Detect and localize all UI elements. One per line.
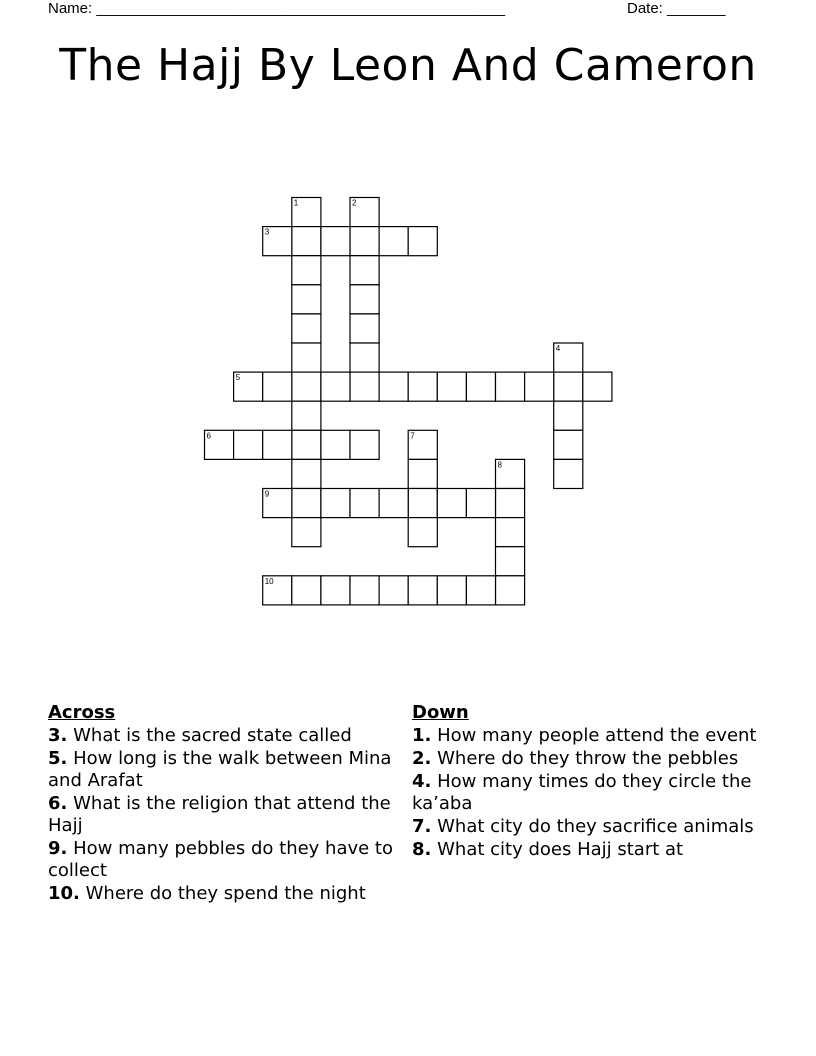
grid-cell[interactable] — [496, 489, 525, 518]
clue-number: 3. — [48, 725, 68, 746]
down-clue — [412, 771, 762, 815]
grid-cell[interactable] — [292, 518, 321, 547]
down-clue — [412, 816, 762, 838]
cell-number: 10 — [264, 576, 274, 586]
grid-cell[interactable] — [496, 372, 525, 401]
grid-cell[interactable] — [466, 489, 495, 518]
cell-number: 4 — [555, 344, 561, 353]
grid-cell[interactable] — [292, 343, 321, 372]
clue-number: 9. — [48, 838, 68, 859]
clue-text: What city do they sacrifice animals — [437, 816, 754, 837]
across-clue — [48, 793, 398, 837]
grid-cell[interactable] — [292, 430, 321, 459]
grid-cell[interactable] — [350, 227, 379, 256]
grid-cell[interactable] — [408, 372, 437, 401]
grid-cell[interactable] — [321, 372, 350, 401]
clue-number: 5. — [48, 748, 68, 769]
clue-number: 1. — [412, 725, 432, 746]
clue-number: 6. — [48, 793, 68, 814]
clue-text: Where do they throw the pebbles — [437, 748, 739, 769]
page-title: The Hajj By Leon And Cameron — [59, 40, 757, 91]
grid-cell[interactable] — [496, 576, 525, 605]
down-heading: Down — [412, 702, 469, 723]
grid-cell[interactable] — [292, 227, 321, 256]
grid-cell[interactable] — [350, 314, 379, 343]
grid-cell[interactable] — [321, 576, 350, 605]
clue-number: 2. — [412, 748, 432, 769]
cell-number: 2 — [352, 198, 357, 208]
grid-cell[interactable] — [554, 372, 583, 401]
grid-cell[interactable] — [466, 372, 495, 401]
clue-number: 8. — [412, 839, 432, 860]
grid-cell[interactable] — [350, 430, 379, 459]
cell-number: 6 — [206, 431, 211, 441]
grid-cell[interactable] — [350, 489, 379, 518]
cell-number: 5 — [235, 373, 241, 383]
down-clues — [412, 702, 762, 862]
grid-cell[interactable] — [379, 227, 408, 256]
clue-text: What city does Hajj start at — [437, 839, 684, 860]
cell-number: 1 — [293, 198, 299, 208]
date-field-label: Date: _______ — [627, 0, 726, 17]
across-clue — [48, 725, 398, 747]
grid-cell[interactable] — [350, 256, 379, 285]
grid-cell[interactable] — [437, 576, 466, 605]
grid-cell[interactable] — [292, 489, 321, 518]
grid-cell[interactable] — [292, 314, 321, 343]
clue-text: How many times do they circle the ka’aba — [412, 771, 752, 814]
grid-cell[interactable] — [321, 489, 350, 518]
grid-cell[interactable] — [321, 430, 350, 459]
grid-cell[interactable] — [292, 576, 321, 605]
across-clue — [48, 838, 398, 882]
grid-cell[interactable] — [263, 430, 292, 459]
grid-cell[interactable] — [350, 576, 379, 605]
grid-cell[interactable] — [496, 518, 525, 547]
grid-cell[interactable] — [350, 343, 379, 372]
cell-number: 7 — [410, 431, 415, 441]
grid-cell[interactable] — [292, 372, 321, 401]
grid-cell[interactable] — [292, 401, 321, 430]
clue-text: What is the sacred state called — [73, 725, 352, 746]
grid-cell[interactable] — [466, 576, 495, 605]
grid-cell[interactable] — [379, 576, 408, 605]
clue-text: How many people attend the event — [437, 725, 757, 746]
grid-cell[interactable] — [350, 285, 379, 314]
across-heading: Across — [48, 702, 116, 723]
grid-cell[interactable] — [583, 372, 612, 401]
grid-cell[interactable] — [263, 372, 292, 401]
down-clue — [412, 725, 762, 747]
cell-number: 3 — [264, 227, 270, 237]
grid-cell[interactable] — [496, 547, 525, 576]
grid-cell[interactable] — [292, 256, 321, 285]
grid-cell[interactable] — [437, 489, 466, 518]
grid-cell[interactable] — [321, 227, 350, 256]
across-clue — [48, 883, 398, 905]
grid-cell[interactable] — [408, 489, 437, 518]
grid-cell[interactable] — [408, 459, 437, 488]
clue-number: 10. — [48, 883, 80, 904]
clue-text: How many pebbles do they have to collect — [48, 838, 394, 881]
grid-cell[interactable] — [292, 459, 321, 488]
cell-number: 8 — [497, 460, 502, 470]
grid-cell[interactable] — [379, 372, 408, 401]
clue-number: 4. — [412, 771, 432, 792]
grid-cell[interactable] — [292, 285, 321, 314]
grid-cell[interactable] — [525, 372, 554, 401]
grid-cell[interactable] — [379, 489, 408, 518]
clue-text: What is the religion that attend the Hajj — [48, 793, 391, 836]
grid-cell[interactable] — [437, 372, 466, 401]
cell-number: 9 — [264, 489, 270, 499]
grid-cell[interactable] — [408, 518, 437, 547]
clue-text: Where do they spend the night — [85, 883, 366, 904]
across-clues — [48, 702, 398, 906]
across-clue — [48, 748, 398, 792]
down-clue — [412, 839, 762, 861]
down-clue — [412, 748, 762, 770]
grid-cell[interactable] — [408, 227, 437, 256]
clue-text: How long is the walk between Mina and Arafat — [48, 748, 392, 791]
name-field-label: Name: _________________________________________________ — [48, 0, 506, 17]
grid-cell[interactable] — [234, 430, 263, 459]
grid-cell[interactable] — [554, 401, 583, 430]
grid-cell[interactable] — [554, 459, 583, 488]
grid-cell[interactable] — [350, 372, 379, 401]
clue-number: 7. — [412, 816, 432, 837]
grid-cell[interactable] — [554, 430, 583, 459]
grid-cell[interactable] — [408, 576, 437, 605]
